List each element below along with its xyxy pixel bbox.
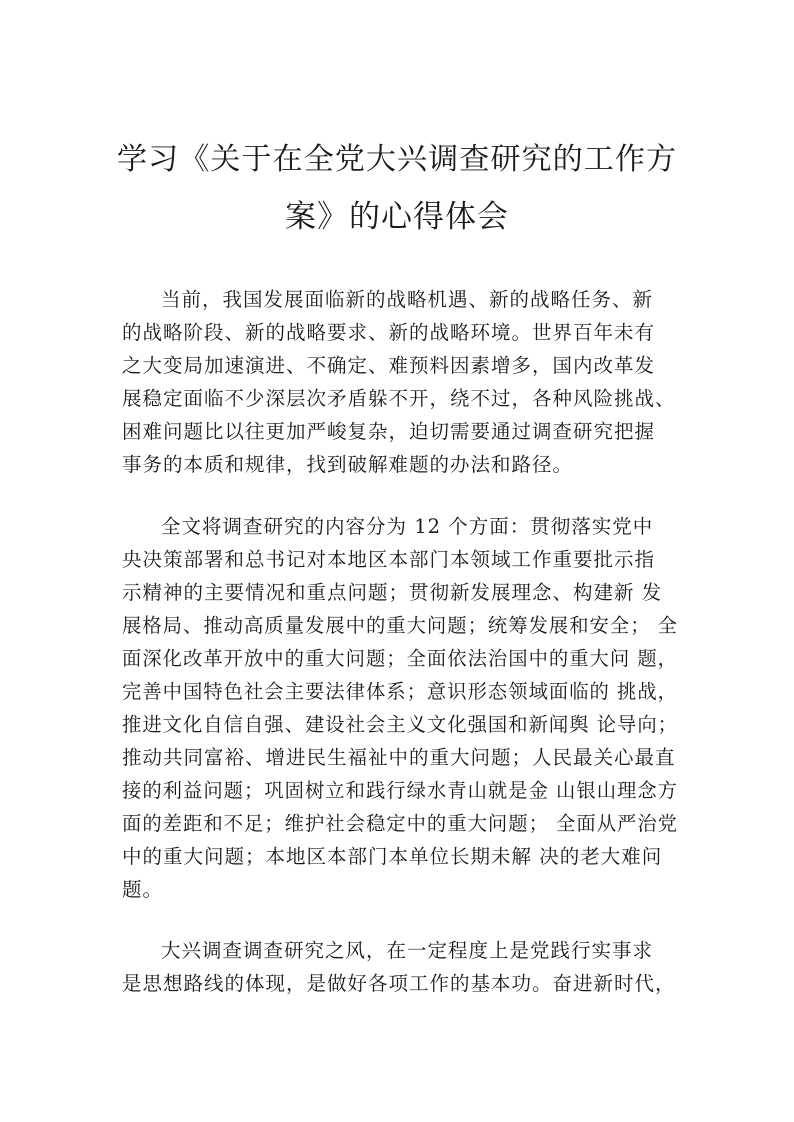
document-title-line-1: 学习《关于在全党大兴调查研究的工作方 [116, 142, 678, 177]
paragraph-line: 展格局、推动高质量发展中的重大问题；统筹发展和安全； 全 [122, 614, 679, 637]
paragraph-line: 展稳定面临不少深层次矛盾躲不开，绕不过，各种风险挑战、 [122, 387, 676, 410]
paragraph-line: 困难问题比以往更加严峻复杂，迫切需要通过调查研究把握 [122, 420, 656, 443]
paragraph-line: 示精神的主要情况和重点问题；贯彻新发展理念、构建新 发 [122, 581, 663, 604]
paragraph-line: 面深化改革开放中的重大问题；全面依法治国中的重大问 题， [122, 647, 679, 670]
paragraph-line: 完善中国特色社会主要法律体系；意识形态领域面临的 挑战， [122, 680, 679, 703]
paragraph-line: 的战略阶段、新的战略要求、新的战略环境。世界百年未有 [122, 321, 656, 344]
paragraph-line: 中的重大问题；本地区本部门本单位长期未解 决的老大难问 [122, 845, 663, 868]
paragraph-line: 接的利益问题；巩固树立和践行绿水青山就是金 山银山理念方 [122, 779, 679, 802]
paragraph-line: 推动共同富裕、增进民生福祉中的重大问题；人民最关心最直 [122, 746, 676, 769]
paragraph-line: 全文将调查研究的内容分为 12 个方面：贯彻落实党中 [161, 515, 654, 538]
paragraph-line: 事务的本质和规律，找到破解难题的办法和路径。 [122, 453, 574, 476]
document-title-line-2: 案》的心得体会 [285, 199, 509, 235]
paragraph-line: 面的差距和不足；维护社会稳定中的重大问题； 全面从严治党 [122, 812, 679, 835]
paragraph-line: 是思想路线的体现，是做好各项工作的基本功。奋进新时代， [122, 972, 676, 995]
paragraph-line: 题。 [122, 878, 164, 901]
paragraph-line: 之大变局加速演进、不确定、难预料因素增多，国内改革发 [122, 354, 656, 377]
paragraph-line: 推进文化自信自强、建设社会主义文化强国和新闻舆 论导向； [122, 713, 679, 736]
paragraph-line: 央决策部署和总书记对本地区本部门本领域工作重要批示指 [122, 548, 656, 571]
paragraph-line: 大兴调查调查研究之风，在一定程度上是党践行实事求 [161, 939, 654, 962]
paragraph-line: 当前，我国发展面临新的战略机遇、新的战略任务、新 [161, 288, 654, 311]
